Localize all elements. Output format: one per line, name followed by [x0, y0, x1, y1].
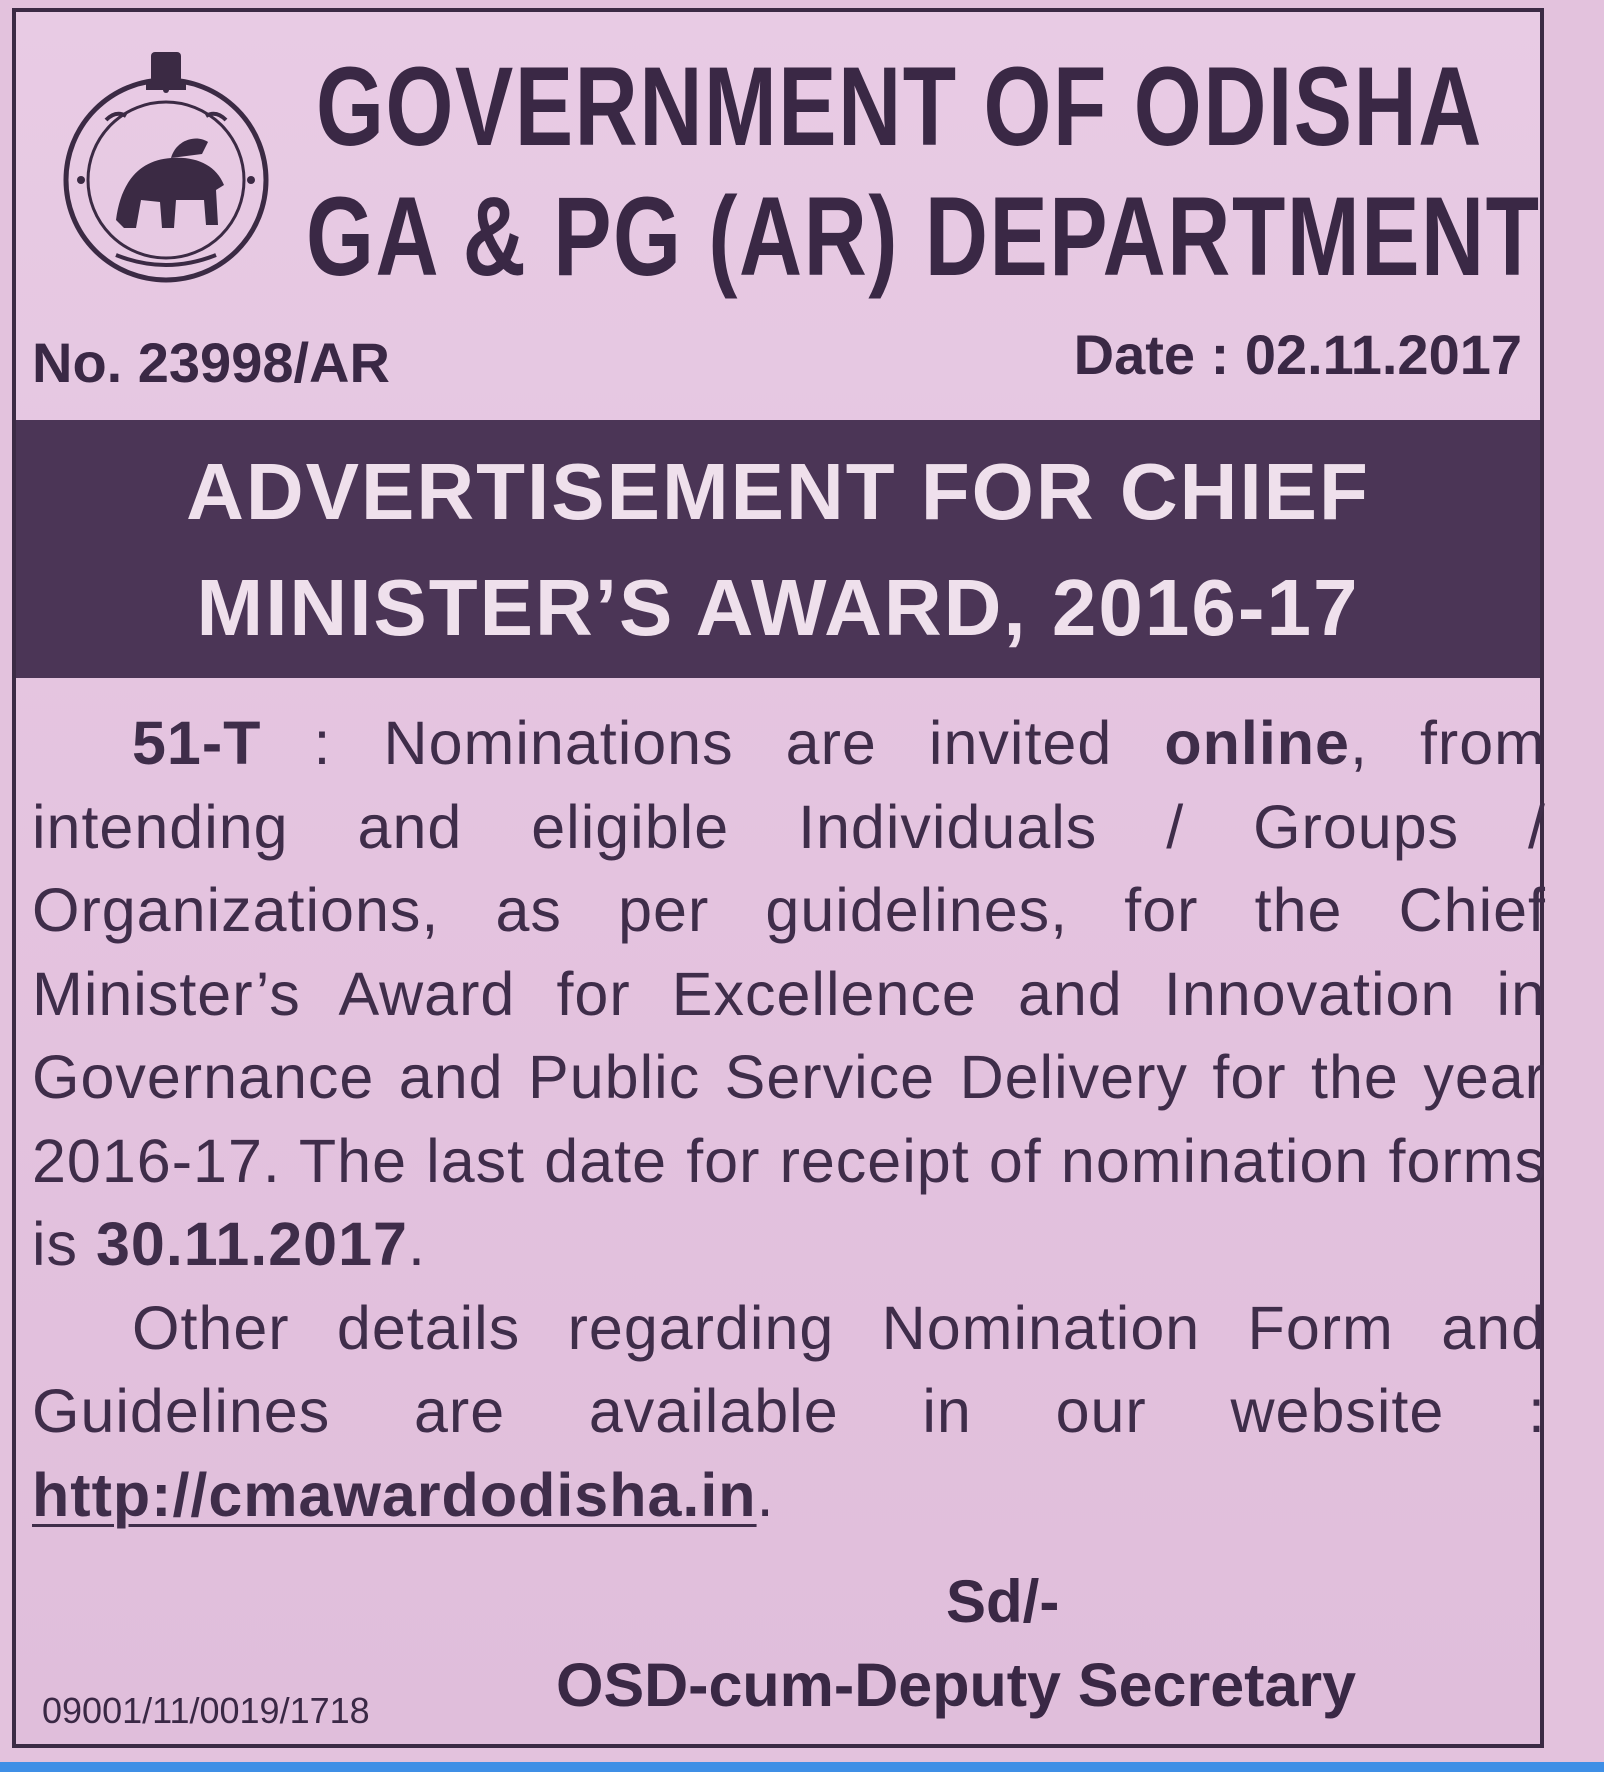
online-emphasis: online — [1164, 709, 1350, 777]
reference-number: No. 23998/AR — [32, 331, 390, 394]
advertisement-code: 09001/11/0019/1718 — [42, 1690, 370, 1731]
government-title: GOVERNMENT OF ODISHA — [316, 44, 1483, 169]
paragraph-details — [32, 1287, 1546, 1538]
para2-end: . — [756, 1460, 775, 1529]
paragraph-nominations — [32, 702, 1546, 1287]
signature: Sd/- — [946, 1568, 1060, 1635]
odisha-state-emblem-icon — [46, 50, 286, 290]
bottom-edge-strip — [0, 1762, 1604, 1772]
notice-code: 51-T — [132, 709, 262, 777]
header — [16, 12, 1540, 412]
advertisement-banner — [16, 420, 1540, 678]
notice-body — [32, 702, 1546, 1537]
para2-text-a: Other details regarding Nomination Form and Guidelines are available in our website : — [32, 1293, 1546, 1445]
para1-text-a: : Nominations are invited — [261, 709, 1165, 777]
signatory-title: OSD-cum-Deputy Secretary — [556, 1651, 1357, 1719]
para1-end: . — [407, 1210, 426, 1278]
notice-date: Date : 02.11.2017 — [1073, 323, 1522, 386]
advertisement-frame — [12, 8, 1544, 1748]
department-title: GA & PG (AR) DEPARTMENT — [306, 174, 1541, 299]
banner-line-1: ADVERTISEMENT FOR CHIEF — [186, 447, 1370, 536]
para1-text-b: , from intending and eligible Individuals / Groups / Organizations, as per guidelines, for the Chief Minister’s Award for Excellence and Innovation in Governance and Public Service Delivery for the year 2016-17. The last date for receipt of nomination forms is — [32, 709, 1546, 1278]
website-link[interactable]: http://cmawardodisha.in — [32, 1460, 757, 1529]
deadline-date: 30.11.2017 — [96, 1210, 408, 1278]
banner-line-2: MINISTER’S AWARD, 2016-17 — [196, 563, 1360, 652]
